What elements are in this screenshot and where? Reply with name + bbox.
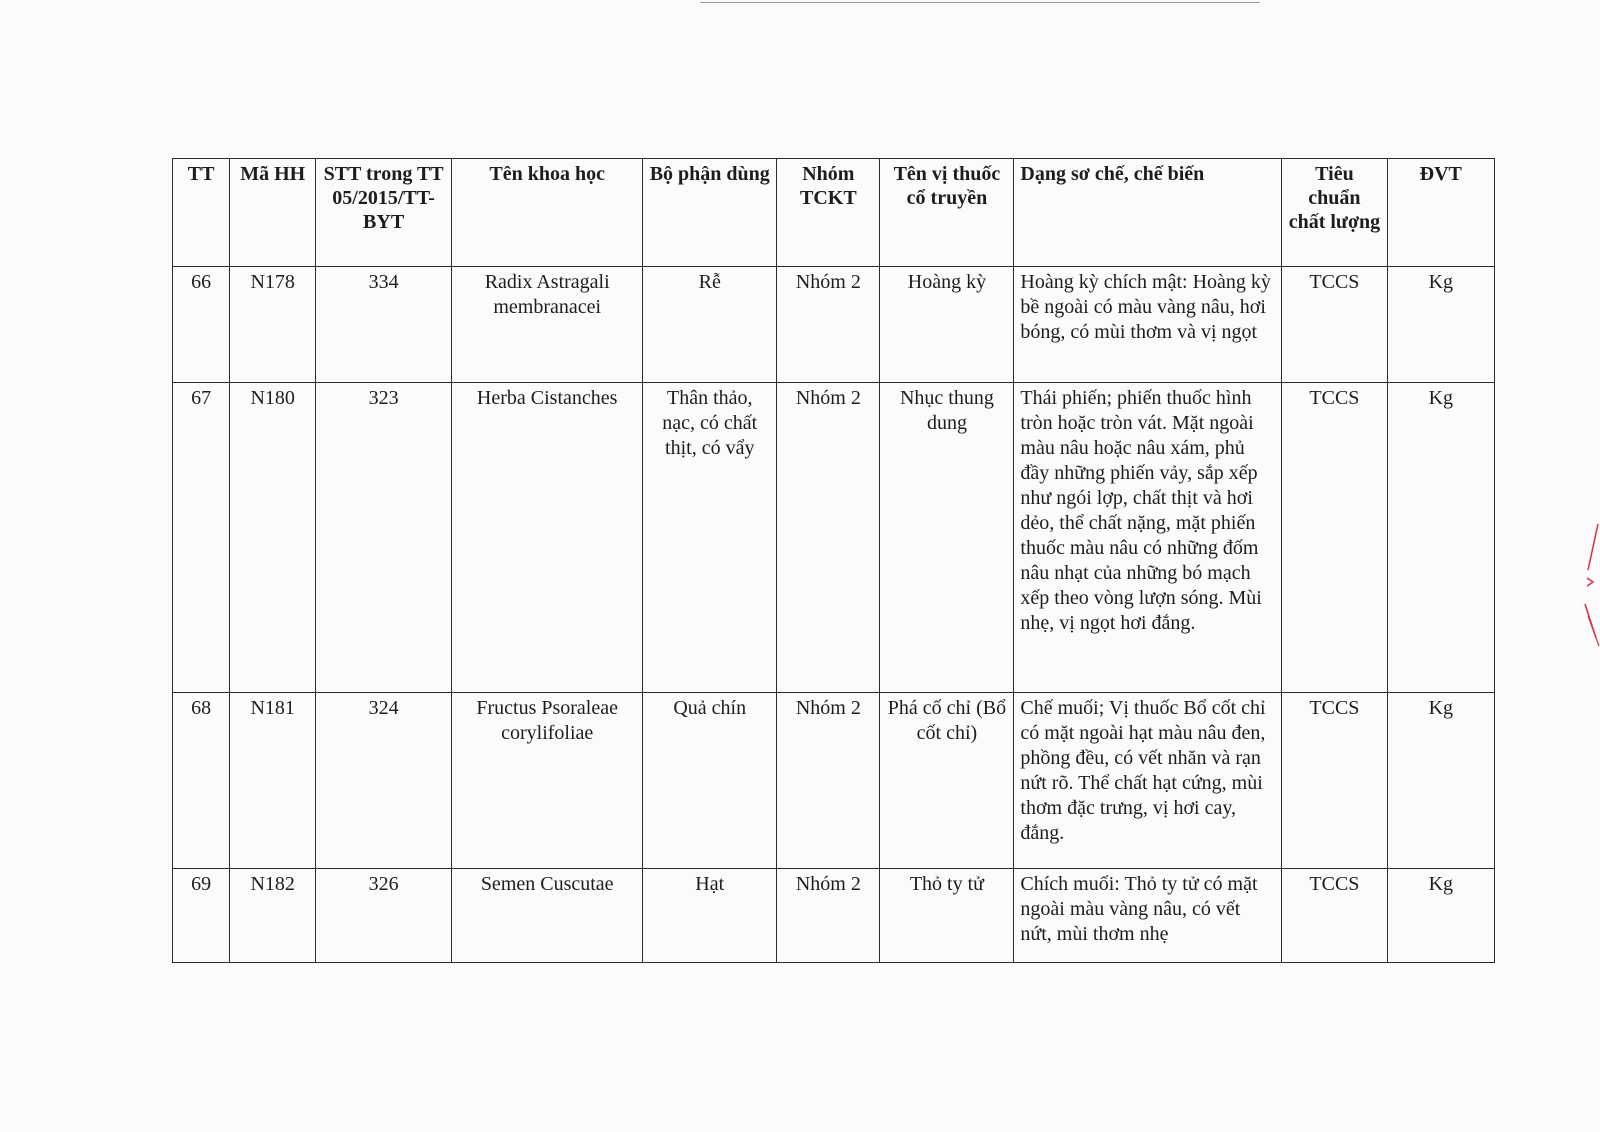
- cell-tieu-chuan: TCCS: [1282, 383, 1387, 693]
- cell-dang-so-che: Chế muối; Vị thuốc Bổ cốt chỉ có mặt ngoài hạt màu nâu đen, phồng đều, có vết nhăn và rạn nứt rõ. Thể chất hạt cứng, mùi thơm đặc trưng, vị hơi cay, đắng.: [1014, 693, 1282, 869]
- header-tieu-chuan: Tiêu chuẩn chất lượng: [1282, 159, 1387, 267]
- header-ten-vi-thuoc: Tên vị thuốc cổ truyền: [880, 159, 1014, 267]
- cell-tieu-chuan: TCCS: [1282, 693, 1387, 869]
- cell-nhom: Nhóm 2: [777, 693, 880, 869]
- cell-tieu-chuan: TCCS: [1282, 267, 1387, 383]
- cell-bo-phan-dung: Quả chín: [643, 693, 777, 869]
- header-nhom-tckt: Nhóm TCKT: [777, 159, 880, 267]
- cell-ma-hh: N178: [230, 267, 316, 383]
- cell-nhom: Nhóm 2: [777, 383, 880, 693]
- cell-ten-vi-thuoc: Thỏ ty tử: [880, 869, 1014, 963]
- table-row: [173, 267, 1495, 383]
- table-row: [173, 869, 1495, 963]
- cell-ma-hh: N182: [230, 869, 316, 963]
- scan-top-rule: [700, 2, 1260, 3]
- cell-ten-khoa-hoc: Fructus Psoraleae corylifoliae: [452, 693, 643, 869]
- header-ma-hh: Mã HH: [230, 159, 316, 267]
- cell-ten-vi-thuoc: Hoàng kỳ: [880, 267, 1014, 383]
- header-stt: STT trong TT 05/2015/TT-BYT: [316, 159, 452, 267]
- table-row: [173, 693, 1495, 869]
- cell-tt: 67: [173, 383, 230, 693]
- cell-ten-khoa-hoc: Herba Cistanches: [452, 383, 643, 693]
- cell-stt: 326: [316, 869, 452, 963]
- cell-ma-hh: N180: [230, 383, 316, 693]
- header-tt: TT: [173, 159, 230, 267]
- table-row: [173, 383, 1495, 693]
- cell-dvt: Kg: [1387, 267, 1494, 383]
- table-header-row: [173, 159, 1495, 267]
- cell-dang-so-che: Thái phiến; phiến thuốc hình tròn hoặc tròn vát. Mặt ngoài màu nâu hoặc nâu xám, phủ đầy những phiến vảy, sắp xếp như ngói lợp, chất thịt và hơi dẻo, thể chất nặng, mặt phiến thuốc màu nâu có những đốm nâu nhạt của những bó mạch xếp theo vòng lượn sóng. Mùi nhẹ, vị ngọt hơi đắng.: [1014, 383, 1282, 693]
- header-bo-phan-dung: Bộ phận dùng: [643, 159, 777, 267]
- cell-stt: 324: [316, 693, 452, 869]
- cell-tt: 68: [173, 693, 230, 869]
- cell-ma-hh: N181: [230, 693, 316, 869]
- cell-dang-so-che: Hoàng kỳ chích mật: Hoàng kỳ bề ngoài có màu vàng nâu, hơi bóng, có mùi thơm và vị ngọt: [1014, 267, 1282, 383]
- cell-ten-khoa-hoc: Radix Astragali membranacei: [452, 267, 643, 383]
- cell-ten-vi-thuoc: Phá cố chỉ (Bổ cốt chỉ): [880, 693, 1014, 869]
- cell-ten-khoa-hoc: Semen Cuscutae: [452, 869, 643, 963]
- header-dang-so-che: Dạng sơ chế, chế biến: [1014, 159, 1282, 267]
- red-seal-edge-mark: [1582, 520, 1600, 650]
- cell-dvt: Kg: [1387, 383, 1494, 693]
- cell-stt: 334: [316, 267, 452, 383]
- cell-bo-phan-dung: Hạt: [643, 869, 777, 963]
- cell-tt: 69: [173, 869, 230, 963]
- document-table-container: [172, 158, 1495, 963]
- cell-tieu-chuan: TCCS: [1282, 869, 1387, 963]
- cell-dang-so-che: Chích muối: Thỏ ty tử có mặt ngoài màu vàng nâu, có vết nứt, mùi thơm nhẹ: [1014, 869, 1282, 963]
- cell-nhom: Nhóm 2: [777, 267, 880, 383]
- header-ten-khoa-hoc: Tên khoa học: [452, 159, 643, 267]
- cell-stt: 323: [316, 383, 452, 693]
- cell-tt: 66: [173, 267, 230, 383]
- cell-dvt: Kg: [1387, 869, 1494, 963]
- cell-nhom: Nhóm 2: [777, 869, 880, 963]
- cell-bo-phan-dung: Rễ: [643, 267, 777, 383]
- medicinal-herbs-table: [172, 158, 1495, 963]
- header-dvt: ĐVT: [1387, 159, 1494, 267]
- cell-ten-vi-thuoc: Nhục thung dung: [880, 383, 1014, 693]
- cell-bo-phan-dung: Thân thảo, nạc, có chất thịt, có vẩy: [643, 383, 777, 693]
- cell-dvt: Kg: [1387, 693, 1494, 869]
